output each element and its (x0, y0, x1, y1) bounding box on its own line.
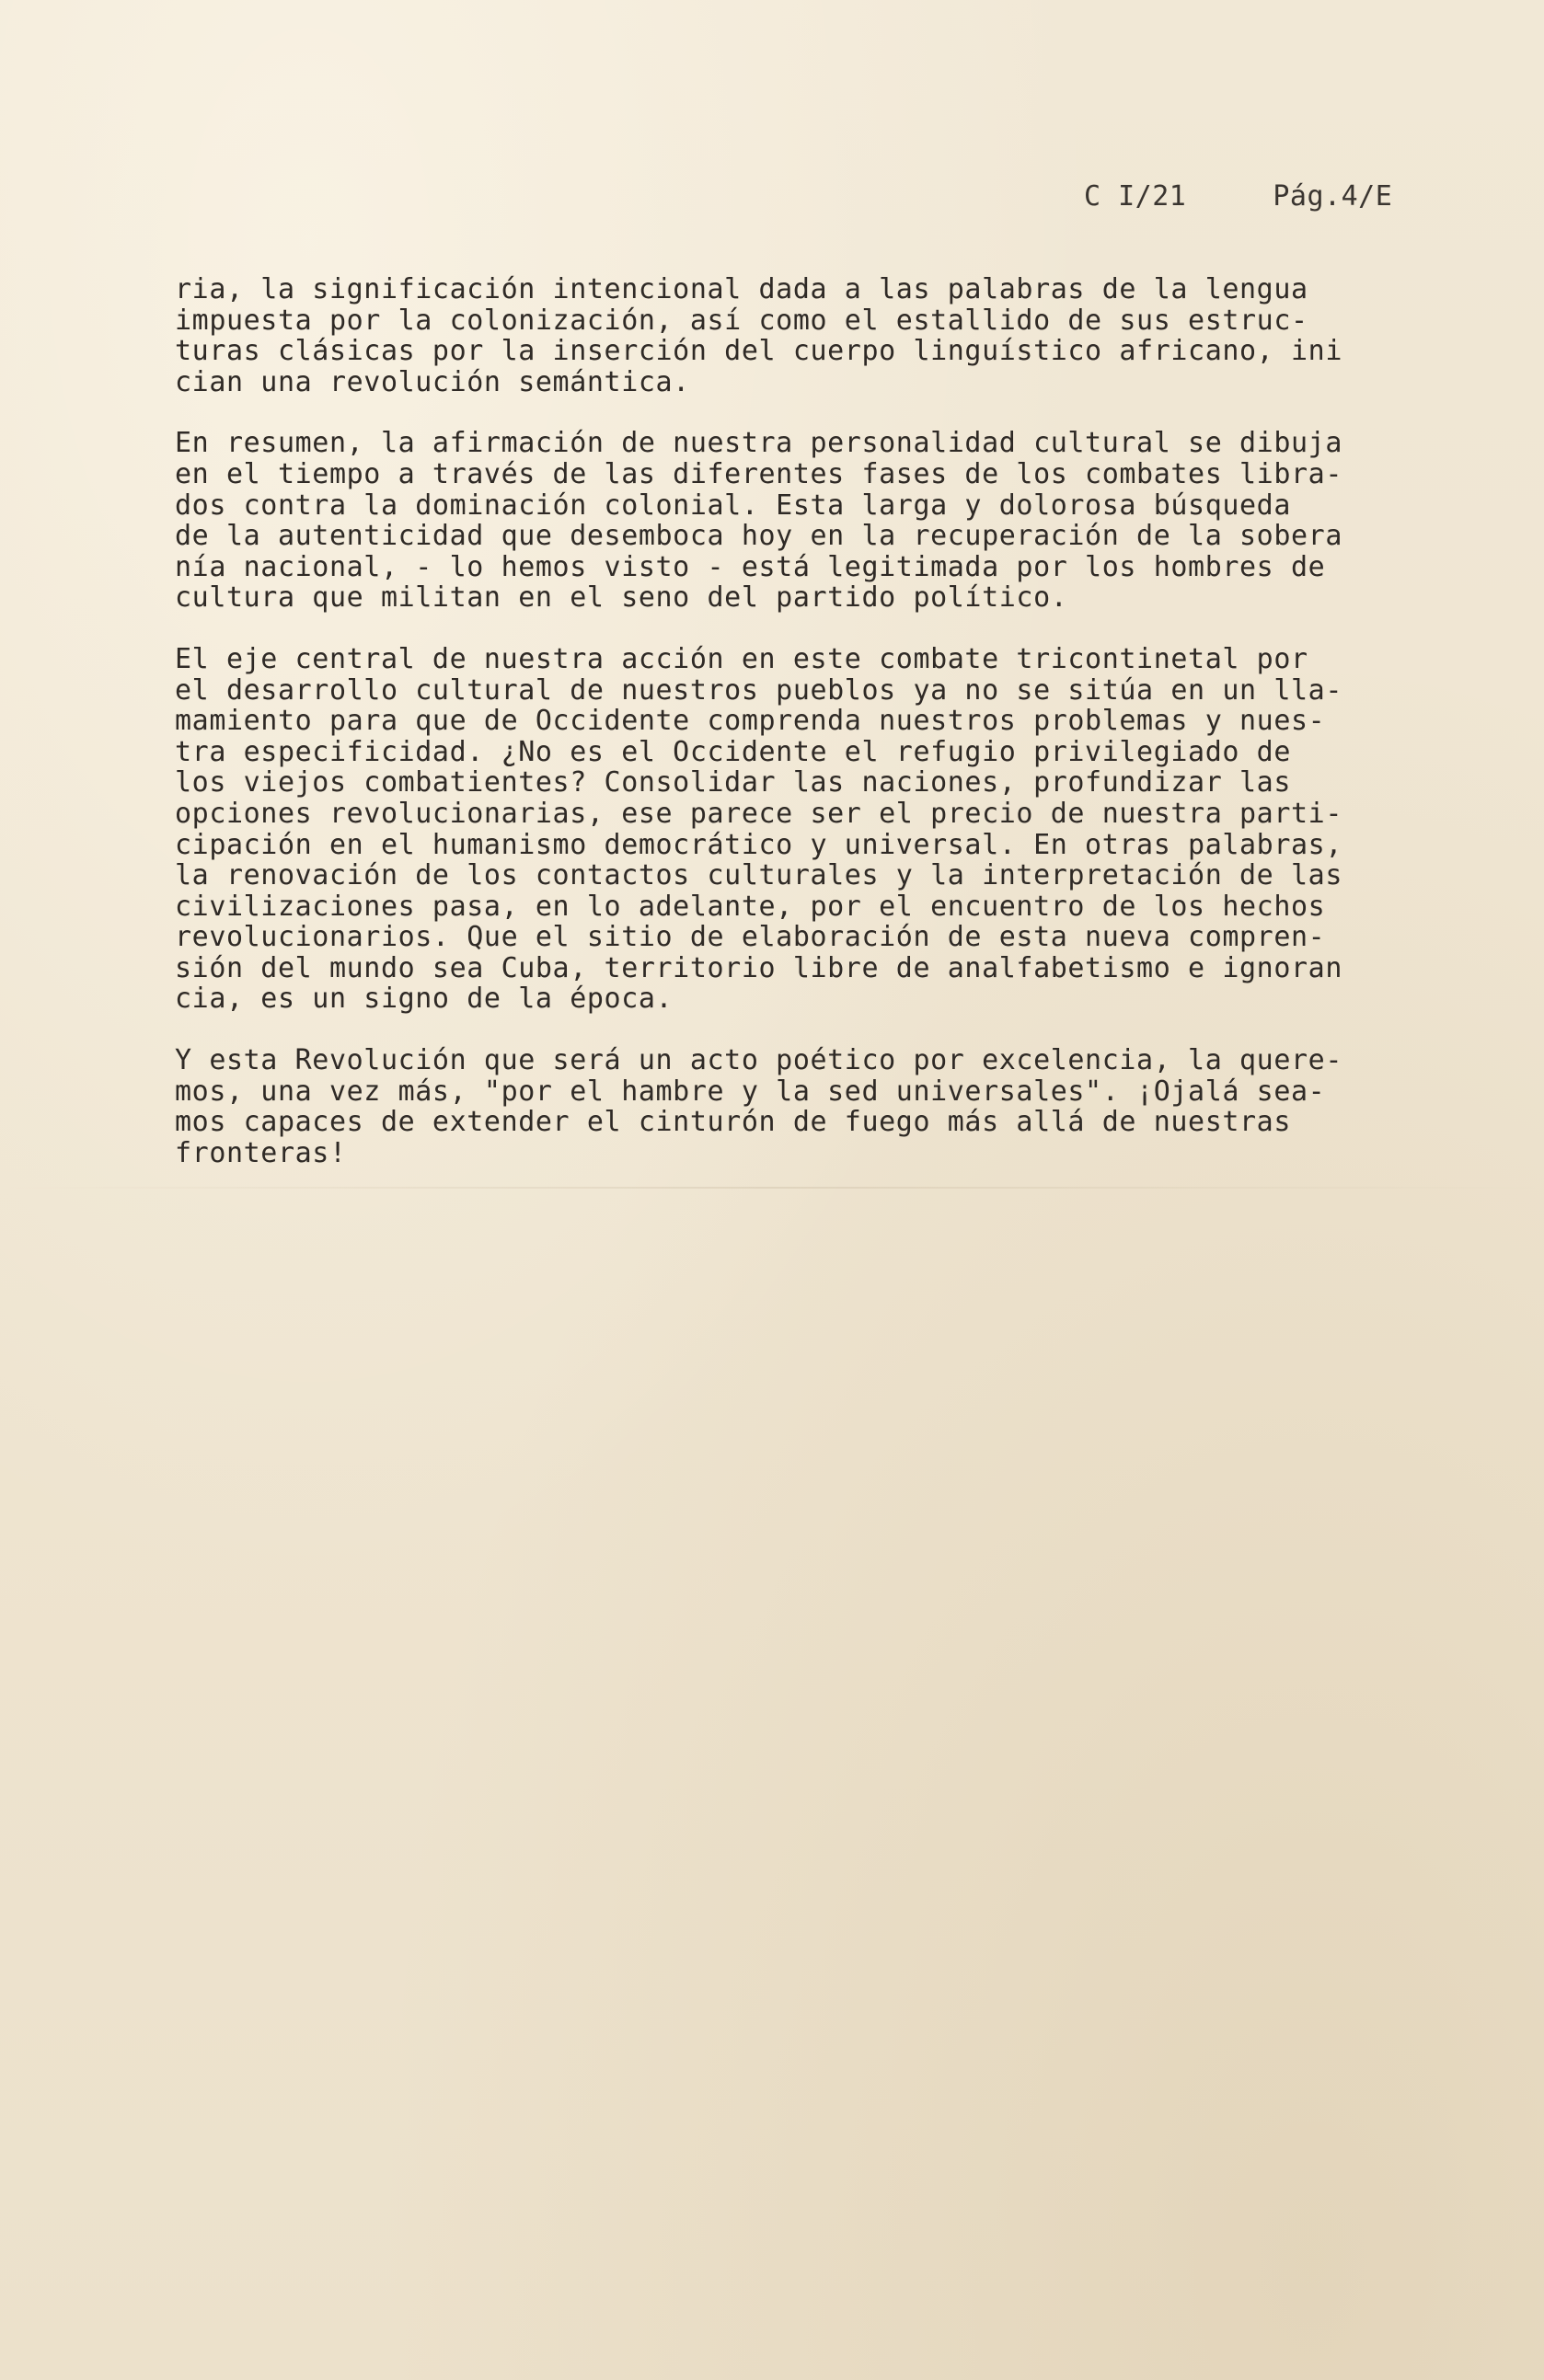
text-line: fronteras! (175, 1136, 347, 1169)
text-line: en el tiempo a través de las diferentes fases de los combates libra- (175, 457, 1342, 490)
paragraph-4 (175, 1045, 1481, 1168)
text-line: El eje central de nuestra acción en este combate tricontinetal por (175, 642, 1308, 675)
text-line: mamiento para que de Occidente comprenda nuestros problemas y nues- (175, 705, 1326, 738)
text-line: ria, la significación intencional dada a las palabras de la lengua (175, 273, 1308, 305)
text-line: cultura que militan en el seno del partido político. (175, 581, 1068, 615)
text-line: mos, una vez más, "por el hambre y la sed universales". ¡Ojalá sea- (175, 1075, 1326, 1108)
text-line: impuesta por la colonización, así como el estallido de sus estruc- (175, 304, 1308, 337)
text-line: mos capaces de extender el cinturón de fuego más allá de nuestras (175, 1106, 1291, 1139)
text-line: la renovación de los contactos culturales y la interpretación de las (175, 859, 1342, 892)
text-line: nía nacional, - lo hemos visto - está legitimada por los hombres de (175, 550, 1326, 583)
text-line: cia, es un signo de la época. (175, 983, 674, 1016)
text-line: cipación en el humanismo democrático y universal. En otras palabras, (175, 828, 1342, 861)
text-line: revolucionarios. Que el sitio de elaboración de esta nueva compren- (175, 921, 1326, 954)
text-line: sión del mundo sea Cuba, territorio libre de analfabetismo e ignoran (175, 951, 1342, 984)
text-line: opciones revolucionarias, ese parece ser el precio de nuestra parti- (175, 797, 1342, 830)
text-line: de la autenticidad que desemboca hoy en la recuperación de la sobera (175, 520, 1342, 553)
text-line: dos contra la dominación colonial. Esta larga y dolorosa búsqueda (175, 489, 1291, 522)
text-line: el desarrollo cultural de nuestros pueblos ya no se sitúa en un lla- (175, 673, 1342, 707)
page-number: Pág.4/E (1273, 180, 1393, 213)
text-line: tra especificidad. ¿No es el Occidente el refugio privilegiado de (175, 735, 1291, 768)
document-body (175, 274, 1481, 1199)
text-line: los viejos combatientes? Consolidar las naciones, profundizar las (175, 766, 1291, 799)
text-line: turas clásicas por la inserción del cuerpo linguístico africano, ini (175, 335, 1342, 368)
document-reference: C I/21 (1084, 180, 1187, 213)
text-line: Y esta Revolución que será un acto poético por excelencia, la quere- (175, 1044, 1342, 1077)
paragraph-1 (175, 274, 1481, 397)
text-line: civilizaciones pasa, en lo adelante, por el encuentro de los hechos (175, 890, 1326, 923)
paragraph-3 (175, 644, 1481, 1015)
text-line: cian una revolución semántica. (175, 365, 690, 398)
paragraph-2 (175, 428, 1481, 614)
page-header (1084, 180, 1452, 213)
text-line: En resumen, la afirmación de nuestra personalidad cultural se dibuja (175, 427, 1342, 460)
